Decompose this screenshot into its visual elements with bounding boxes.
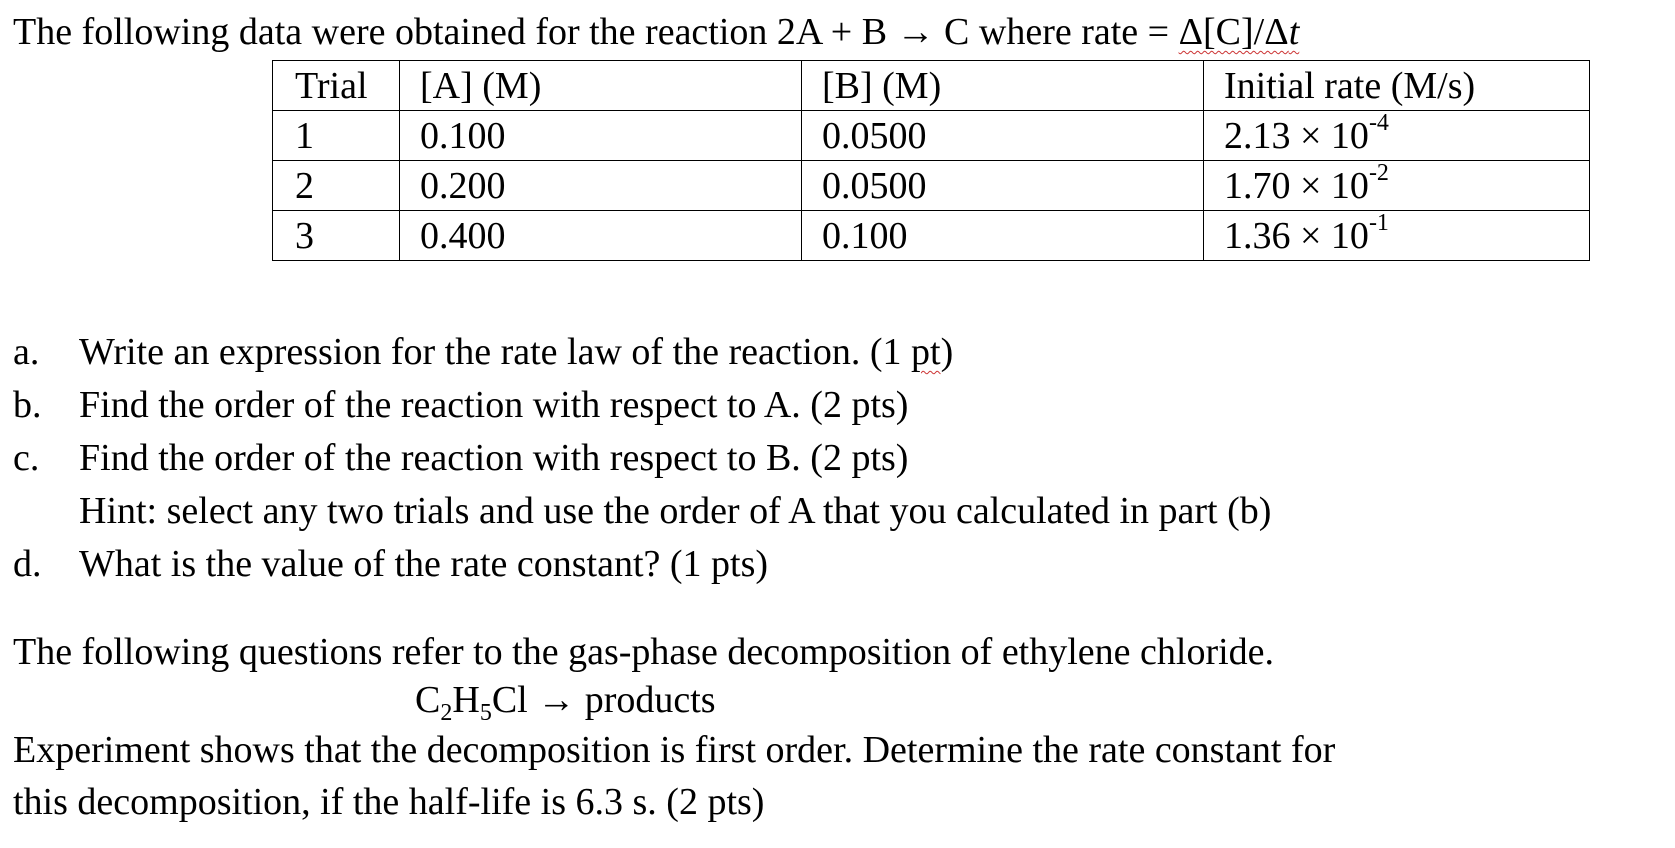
question-label: d. (13, 543, 42, 585)
table-row (273, 211, 1590, 261)
rate-data-table (272, 60, 1590, 261)
question-d (13, 542, 768, 586)
rate-mantissa: 2.13 × 10 (1224, 114, 1369, 157)
trial-cell: 3 (273, 211, 400, 261)
header-conc-a: [A] (M) (400, 61, 802, 111)
rate-expression-text: Δ[C]/Δ (1178, 11, 1289, 53)
question-b (13, 383, 908, 427)
rate-cell (1204, 111, 1590, 161)
rate-exponent: -4 (1368, 109, 1389, 136)
header-conc-b: [B] (M) (802, 61, 1204, 111)
question-label: b. (13, 384, 42, 426)
reaction-intro (13, 10, 1299, 54)
formula-carbon: C (415, 679, 441, 721)
formula-rest: Cl → products (491, 679, 716, 721)
table-row (273, 161, 1590, 211)
table-header-row (273, 61, 1590, 111)
conc-a-cell: 0.100 (400, 111, 802, 161)
conc-b-cell: 0.0500 (802, 161, 1204, 211)
trial-cell: 1 (273, 111, 400, 161)
intro-text: The following data were obtained for the reaction 2A + B → C where rate = (13, 11, 1179, 53)
rate-time-variable: t (1288, 11, 1300, 53)
question-label: c. (13, 437, 40, 479)
question-text: Find the order of the reaction with respect to A. (2 pts) (79, 384, 909, 426)
conc-b-cell: 0.100 (802, 211, 1204, 261)
header-trial: Trial (273, 61, 400, 111)
formula-hydrogen: H (452, 679, 480, 721)
conc-b-cell: 0.0500 (802, 111, 1204, 161)
conc-a-cell: 0.200 (400, 161, 802, 211)
question-c (13, 436, 908, 480)
question-hint: Hint: select any two trials and use the order of A that you calculated in part (b) (79, 490, 1272, 532)
rate-exponent: -1 (1368, 209, 1389, 236)
header-initial-rate: Initial rate (M/s) (1204, 61, 1590, 111)
formula-carbon-subscript: 2 (440, 700, 453, 726)
decomposition-line-1: Experiment shows that the decomposition is first order. Determine the rate constant for (13, 729, 1336, 771)
rate-cell (1204, 211, 1590, 261)
rate-expression (1179, 11, 1300, 53)
rate-mantissa: 1.70 × 10 (1224, 164, 1369, 207)
table-row (273, 111, 1590, 161)
spellcheck-word: pt (911, 331, 941, 373)
trial-cell: 2 (273, 161, 400, 211)
conc-a-cell: 0.400 (400, 211, 802, 261)
rate-mantissa: 1.36 × 10 (1224, 214, 1369, 257)
rate-cell (1204, 161, 1590, 211)
question-text: What is the value of the rate constant? (1 pts) (79, 543, 769, 585)
formula-hydrogen-subscript: 5 (479, 700, 492, 726)
question-text: Write an expression for the rate law of the reaction. (1 (79, 331, 912, 373)
question-a (13, 330, 953, 374)
decomposition-intro: The following questions refer to the gas-phase decomposition of ethylene chloride. (13, 631, 1275, 673)
decomposition-line-2: this decomposition, if the half-life is 6.3 s. (2 pts) (13, 781, 765, 823)
question-text: Find the order of the reaction with respect to B. (2 pts) (79, 437, 909, 479)
decomposition-formula (415, 678, 716, 726)
rate-exponent: -2 (1368, 159, 1389, 186)
question-label: a. (13, 331, 40, 373)
question-text-end: ) (940, 331, 954, 373)
